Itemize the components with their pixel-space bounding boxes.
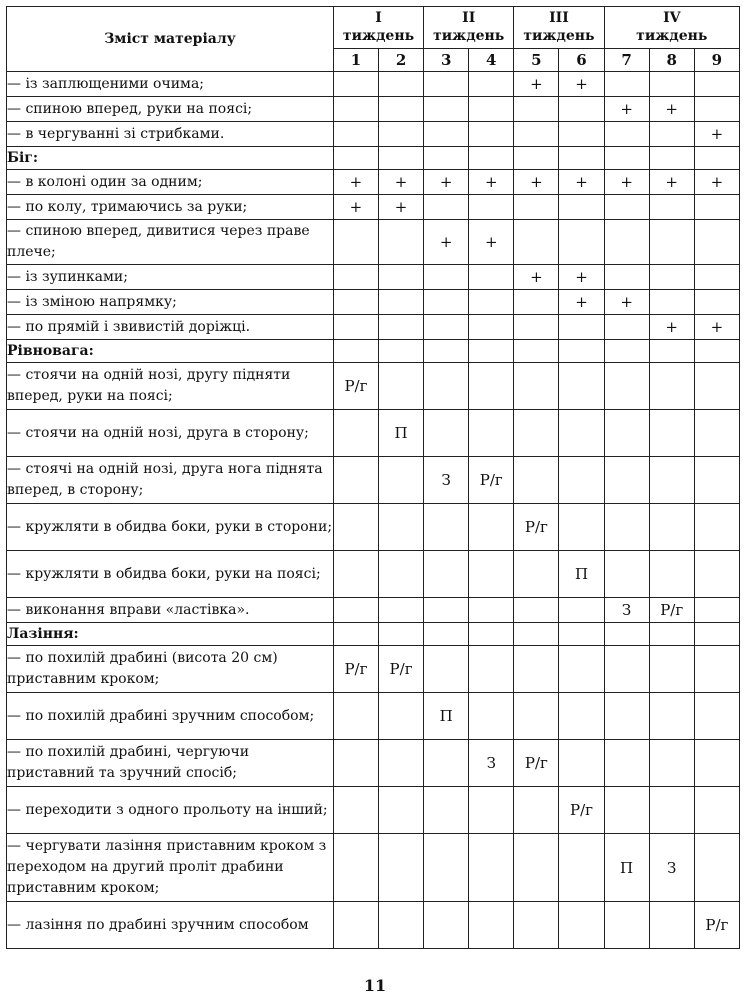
day-mark-cell xyxy=(649,551,694,598)
day-mark-cell xyxy=(559,457,604,504)
day-mark-cell xyxy=(604,195,649,220)
day-mark-cell xyxy=(604,457,649,504)
day-mark-cell xyxy=(379,220,424,265)
day-mark-cell xyxy=(379,290,424,315)
day-mark-cell xyxy=(559,740,604,787)
day-mark-cell xyxy=(649,457,694,504)
day-mark-cell: Р/г xyxy=(333,363,378,410)
table-row xyxy=(7,410,740,457)
day-mark-cell: + xyxy=(604,290,649,315)
day-mark-cell xyxy=(559,122,604,147)
exercise-description: — виконання вправи «ластівка». xyxy=(7,598,334,623)
exercise-description: — в колоні один за одним; xyxy=(7,170,334,195)
empty-cell xyxy=(559,623,604,646)
day-header: 1 xyxy=(333,48,378,71)
empty-cell xyxy=(694,623,739,646)
day-header: 7 xyxy=(604,48,649,71)
exercise-description: — лазіння по драбині зручним способом xyxy=(7,902,334,949)
day-mark-cell xyxy=(333,598,378,623)
day-mark-cell xyxy=(694,787,739,834)
empty-cell xyxy=(604,147,649,170)
day-mark-cell xyxy=(424,902,469,949)
day-mark-cell: + xyxy=(649,315,694,340)
empty-cell xyxy=(604,340,649,363)
table-body xyxy=(7,72,740,949)
day-mark-cell xyxy=(424,740,469,787)
exercise-description: — спиною вперед, руки на поясі; xyxy=(7,97,334,122)
exercise-description: — по колу, тримаючись за руки; xyxy=(7,195,334,220)
day-mark-cell xyxy=(424,787,469,834)
day-mark-cell xyxy=(514,410,559,457)
day-mark-cell xyxy=(604,363,649,410)
day-mark-cell xyxy=(333,315,378,340)
empty-cell xyxy=(694,147,739,170)
day-mark-cell xyxy=(604,787,649,834)
day-mark-cell xyxy=(333,551,378,598)
day-mark-cell xyxy=(694,97,739,122)
empty-cell xyxy=(379,147,424,170)
day-mark-cell: + xyxy=(559,290,604,315)
day-mark-cell xyxy=(333,902,378,949)
day-mark-cell xyxy=(379,504,424,551)
empty-cell xyxy=(379,623,424,646)
day-mark-cell xyxy=(649,504,694,551)
day-mark-cell: З xyxy=(469,740,514,787)
empty-cell xyxy=(424,147,469,170)
empty-cell xyxy=(469,623,514,646)
empty-cell xyxy=(559,340,604,363)
day-mark-cell xyxy=(649,265,694,290)
day-mark-cell: + xyxy=(514,265,559,290)
day-mark-cell xyxy=(559,834,604,902)
day-mark-cell xyxy=(424,290,469,315)
empty-cell xyxy=(514,147,559,170)
day-mark-cell xyxy=(694,740,739,787)
day-mark-cell: П xyxy=(424,693,469,740)
table-row xyxy=(7,598,740,623)
day-mark-cell: П xyxy=(604,834,649,902)
day-mark-cell xyxy=(379,902,424,949)
day-mark-cell xyxy=(649,72,694,97)
day-mark-cell xyxy=(514,787,559,834)
day-mark-cell xyxy=(333,97,378,122)
day-mark-cell xyxy=(379,315,424,340)
table-row xyxy=(7,220,740,265)
day-header: 3 xyxy=(424,48,469,71)
day-mark-cell xyxy=(649,902,694,949)
day-mark-cell xyxy=(379,834,424,902)
day-mark-cell xyxy=(333,457,378,504)
day-header: 5 xyxy=(514,48,559,71)
day-mark-cell xyxy=(469,598,514,623)
exercise-description: — в чергуванні зі стрибками. xyxy=(7,122,334,147)
empty-cell xyxy=(514,623,559,646)
day-mark-cell xyxy=(379,97,424,122)
day-mark-cell xyxy=(604,265,649,290)
day-mark-cell xyxy=(469,787,514,834)
section-row xyxy=(7,147,740,170)
day-mark-cell: + xyxy=(649,97,694,122)
day-mark-cell: Р/г xyxy=(559,787,604,834)
week-header-4: IV тиждень xyxy=(604,7,739,49)
empty-cell xyxy=(333,147,378,170)
day-mark-cell xyxy=(514,693,559,740)
table-row xyxy=(7,457,740,504)
day-mark-cell xyxy=(469,72,514,97)
day-mark-cell xyxy=(379,122,424,147)
day-mark-cell xyxy=(333,72,378,97)
day-mark-cell xyxy=(379,787,424,834)
day-mark-cell xyxy=(649,220,694,265)
day-mark-cell xyxy=(559,693,604,740)
day-mark-cell: + xyxy=(379,170,424,195)
day-mark-cell xyxy=(424,195,469,220)
table-row xyxy=(7,265,740,290)
day-mark-cell: + xyxy=(604,170,649,195)
day-mark-cell xyxy=(469,97,514,122)
day-mark-cell xyxy=(379,693,424,740)
day-mark-cell: + xyxy=(469,170,514,195)
day-mark-cell xyxy=(649,290,694,315)
day-mark-cell xyxy=(694,646,739,693)
day-mark-cell xyxy=(424,598,469,623)
section-title: Рівновага: xyxy=(7,340,334,363)
day-mark-cell xyxy=(379,72,424,97)
day-mark-cell xyxy=(694,290,739,315)
day-mark-cell xyxy=(694,834,739,902)
day-mark-cell xyxy=(469,122,514,147)
day-mark-cell xyxy=(694,363,739,410)
day-mark-cell xyxy=(424,97,469,122)
day-mark-cell xyxy=(424,504,469,551)
day-mark-cell xyxy=(514,646,559,693)
table-row xyxy=(7,693,740,740)
day-mark-cell xyxy=(424,265,469,290)
day-mark-cell: З xyxy=(424,457,469,504)
exercise-description: — спиною вперед, дивитися через праве плече; xyxy=(7,220,334,265)
exercise-description: — переходити з одного прольоту на інший; xyxy=(7,787,334,834)
lesson-plan-table xyxy=(6,6,740,949)
empty-cell xyxy=(649,623,694,646)
day-mark-cell xyxy=(469,363,514,410)
day-header: 8 xyxy=(649,48,694,71)
day-mark-cell xyxy=(424,315,469,340)
day-mark-cell: Р/г xyxy=(333,646,378,693)
section-title: Лазіння: xyxy=(7,623,334,646)
day-mark-cell xyxy=(694,265,739,290)
day-mark-cell xyxy=(469,195,514,220)
day-mark-cell: + xyxy=(514,170,559,195)
day-mark-cell xyxy=(379,363,424,410)
day-mark-cell xyxy=(559,598,604,623)
day-mark-cell xyxy=(424,551,469,598)
day-mark-cell xyxy=(424,122,469,147)
day-mark-cell xyxy=(424,72,469,97)
content-column-header: Зміст матеріалу xyxy=(7,7,334,72)
table-row xyxy=(7,740,740,787)
day-mark-cell xyxy=(514,834,559,902)
day-mark-cell xyxy=(604,410,649,457)
day-mark-cell xyxy=(694,598,739,623)
day-mark-cell xyxy=(333,834,378,902)
day-mark-cell: Р/г xyxy=(514,504,559,551)
table-row xyxy=(7,787,740,834)
day-mark-cell xyxy=(604,646,649,693)
exercise-description: — по похилій драбині, чергуючи приставний та зручний спосіб; xyxy=(7,740,334,787)
day-mark-cell xyxy=(649,363,694,410)
table-row xyxy=(7,646,740,693)
table-row xyxy=(7,97,740,122)
day-mark-cell xyxy=(649,195,694,220)
day-mark-cell: + xyxy=(694,170,739,195)
day-mark-cell xyxy=(333,220,378,265)
day-mark-cell xyxy=(469,693,514,740)
day-mark-cell: + xyxy=(424,170,469,195)
day-mark-cell xyxy=(694,410,739,457)
day-mark-cell xyxy=(379,265,424,290)
day-mark-cell xyxy=(379,551,424,598)
day-mark-cell xyxy=(333,410,378,457)
day-mark-cell: + xyxy=(694,315,739,340)
empty-cell xyxy=(559,147,604,170)
exercise-description: — кружляти в обидва боки, руки на поясі; xyxy=(7,551,334,598)
day-mark-cell: + xyxy=(469,220,514,265)
day-mark-cell xyxy=(694,457,739,504)
day-mark-cell xyxy=(649,646,694,693)
day-mark-cell xyxy=(333,290,378,315)
day-mark-cell xyxy=(514,598,559,623)
day-mark-cell xyxy=(604,693,649,740)
table-row xyxy=(7,72,740,97)
day-mark-cell xyxy=(469,834,514,902)
day-mark-cell: + xyxy=(514,72,559,97)
empty-cell xyxy=(469,340,514,363)
day-mark-cell xyxy=(604,220,649,265)
exercise-description: — із зміною напрямку; xyxy=(7,290,334,315)
day-mark-cell xyxy=(559,410,604,457)
table-row xyxy=(7,122,740,147)
day-mark-cell: + xyxy=(333,195,378,220)
day-mark-cell xyxy=(424,646,469,693)
table-row xyxy=(7,551,740,598)
day-mark-cell xyxy=(469,410,514,457)
day-mark-cell xyxy=(604,315,649,340)
empty-cell xyxy=(424,623,469,646)
exercise-description: — по прямій і звивистій доріжці. xyxy=(7,315,334,340)
day-mark-cell xyxy=(514,363,559,410)
day-mark-cell xyxy=(514,195,559,220)
table-row xyxy=(7,315,740,340)
day-mark-cell xyxy=(604,504,649,551)
day-header: 2 xyxy=(379,48,424,71)
day-mark-cell xyxy=(333,265,378,290)
table-row xyxy=(7,170,740,195)
day-mark-cell xyxy=(649,740,694,787)
table-row xyxy=(7,195,740,220)
day-mark-cell xyxy=(514,457,559,504)
exercise-description: — кружляти в обидва боки, руки в сторони; xyxy=(7,504,334,551)
table-row xyxy=(7,290,740,315)
day-mark-cell: + xyxy=(649,170,694,195)
day-mark-cell xyxy=(469,265,514,290)
day-mark-cell xyxy=(604,122,649,147)
exercise-description: — із заплющеними очима; xyxy=(7,72,334,97)
day-mark-cell xyxy=(694,693,739,740)
day-mark-cell xyxy=(604,551,649,598)
day-mark-cell xyxy=(333,504,378,551)
day-mark-cell xyxy=(559,220,604,265)
page-number: 11 xyxy=(363,976,387,995)
exercise-description: — чергувати лазіння приставним кроком з переходом на другий проліт драбини приставним кроком; xyxy=(7,834,334,902)
day-header: 9 xyxy=(694,48,739,71)
section-title: Біг: xyxy=(7,147,334,170)
day-mark-cell xyxy=(514,220,559,265)
day-mark-cell xyxy=(469,902,514,949)
exercise-description: — стоячи на одній нозі, друга в сторону; xyxy=(7,410,334,457)
day-mark-cell: + xyxy=(333,170,378,195)
day-mark-cell xyxy=(424,363,469,410)
day-mark-cell xyxy=(604,72,649,97)
exercise-description: — стоячи на одній нозі, другу підняти вперед, руки на поясі; xyxy=(7,363,334,410)
day-mark-cell xyxy=(514,122,559,147)
week-header-3: III тиждень xyxy=(514,7,604,49)
day-mark-cell: Р/г xyxy=(649,598,694,623)
day-mark-cell xyxy=(694,220,739,265)
exercise-description: — із зупинками; xyxy=(7,265,334,290)
empty-cell xyxy=(469,147,514,170)
day-mark-cell xyxy=(649,787,694,834)
day-header: 4 xyxy=(469,48,514,71)
empty-cell xyxy=(514,340,559,363)
day-mark-cell xyxy=(604,740,649,787)
day-mark-cell xyxy=(469,290,514,315)
exercise-description: — по похилій драбині зручним способом; xyxy=(7,693,334,740)
day-mark-cell xyxy=(424,834,469,902)
day-mark-cell: П xyxy=(379,410,424,457)
empty-cell xyxy=(424,340,469,363)
day-mark-cell xyxy=(514,315,559,340)
day-mark-cell xyxy=(649,693,694,740)
empty-cell xyxy=(333,340,378,363)
day-mark-cell: + xyxy=(379,195,424,220)
week-header-2: II тиждень xyxy=(424,7,514,49)
day-mark-cell xyxy=(379,740,424,787)
day-mark-cell: + xyxy=(559,72,604,97)
day-mark-cell xyxy=(604,902,649,949)
day-mark-cell xyxy=(694,195,739,220)
day-mark-cell xyxy=(694,72,739,97)
day-mark-cell xyxy=(514,290,559,315)
day-mark-cell: Р/г xyxy=(469,457,514,504)
day-mark-cell xyxy=(649,410,694,457)
day-mark-cell xyxy=(559,315,604,340)
table-row xyxy=(7,834,740,902)
day-mark-cell xyxy=(559,363,604,410)
empty-cell xyxy=(694,340,739,363)
day-mark-cell xyxy=(514,902,559,949)
day-mark-cell: + xyxy=(604,97,649,122)
table-row xyxy=(7,902,740,949)
day-mark-cell xyxy=(424,410,469,457)
day-mark-cell: Р/г xyxy=(379,646,424,693)
day-mark-cell xyxy=(469,504,514,551)
day-mark-cell xyxy=(333,787,378,834)
day-mark-cell: З xyxy=(649,834,694,902)
day-mark-cell: Р/г xyxy=(514,740,559,787)
table-row xyxy=(7,504,740,551)
empty-cell xyxy=(649,147,694,170)
day-header: 6 xyxy=(559,48,604,71)
day-mark-cell: Р/г xyxy=(694,902,739,949)
day-mark-cell: П xyxy=(559,551,604,598)
day-mark-cell xyxy=(333,740,378,787)
exercise-description: — по похилій драбині (висота 20 см) приставним кроком; xyxy=(7,646,334,693)
day-mark-cell: + xyxy=(694,122,739,147)
exercise-description: — стоячі на одній нозі, друга нога піднята вперед, в сторону; xyxy=(7,457,334,504)
day-mark-cell xyxy=(379,457,424,504)
day-mark-cell xyxy=(649,122,694,147)
table-row xyxy=(7,363,740,410)
day-mark-cell xyxy=(694,551,739,598)
empty-cell xyxy=(379,340,424,363)
day-mark-cell xyxy=(694,504,739,551)
day-mark-cell xyxy=(559,646,604,693)
empty-cell xyxy=(604,623,649,646)
day-mark-cell xyxy=(469,551,514,598)
day-mark-cell xyxy=(559,902,604,949)
week-header-1: I тиждень xyxy=(333,7,423,49)
empty-cell xyxy=(649,340,694,363)
day-mark-cell xyxy=(514,551,559,598)
day-mark-cell xyxy=(379,598,424,623)
day-mark-cell: З xyxy=(604,598,649,623)
day-mark-cell xyxy=(333,122,378,147)
day-mark-cell xyxy=(469,315,514,340)
day-mark-cell: + xyxy=(424,220,469,265)
day-mark-cell xyxy=(469,646,514,693)
day-mark-cell: + xyxy=(559,170,604,195)
day-mark-cell xyxy=(559,97,604,122)
day-mark-cell xyxy=(333,693,378,740)
day-mark-cell xyxy=(559,195,604,220)
section-row xyxy=(7,623,740,646)
empty-cell xyxy=(333,623,378,646)
day-mark-cell: + xyxy=(559,265,604,290)
day-mark-cell xyxy=(514,97,559,122)
section-row xyxy=(7,340,740,363)
day-mark-cell xyxy=(559,504,604,551)
